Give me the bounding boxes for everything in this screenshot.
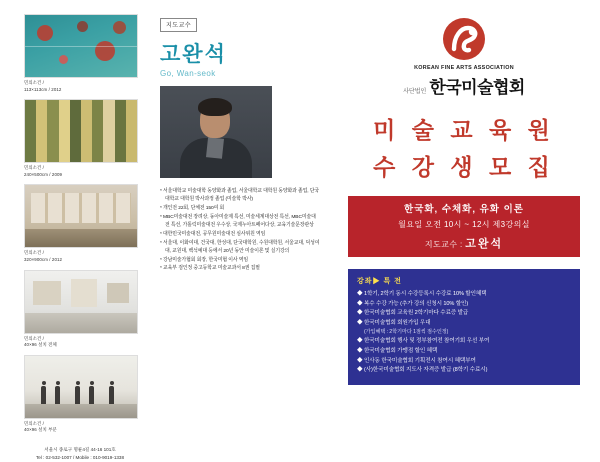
benefit-subitem: (가입혜택 : 2학기마다 1점씩 점수인정) xyxy=(364,329,449,336)
benefit-item: ◆ (사)한국미술협회 지도사 자격증 발급 (8학기 수료시) xyxy=(357,367,488,374)
artwork-strip xyxy=(24,14,144,462)
bio-item: * 개인전 22회, 단체전 150여 회 xyxy=(160,205,225,211)
title-line-2: 수 강 생 모 집 xyxy=(373,154,555,180)
advisor-portrait xyxy=(160,86,272,178)
artwork-image-2 xyxy=(24,99,138,163)
artwork-item xyxy=(24,270,144,349)
benefits-title: 강좌▶ 특 전 xyxy=(357,278,402,285)
course-info-banner xyxy=(348,196,580,257)
benefit-item: ◆ 한국미술협회 가맹점 할인 혜택 xyxy=(357,347,438,354)
title-line-1: 미 술 교 육 원 xyxy=(373,117,555,143)
benefit-item: ◆ 인사동 한국미술협회 기획전시 참여시 혜택부여 xyxy=(357,357,476,364)
artwork-item xyxy=(24,184,144,263)
course-instructor xyxy=(348,235,580,251)
bio-item: * MBC미술대전 장려상, 동아미술제 특선, 미술세계대상전 특선, MBC미술대전 특선, 가톨릭미술대전 우수상, 국제누아트페어다상, 교육기술문장관상 xyxy=(160,214,316,228)
artwork-caption-3: 민의소건 / 320×900cm / 2012 xyxy=(24,250,63,263)
benefit-item: ◆ 한국미술협회 행사 및 정부참여전 참여기회 우선 부여 xyxy=(357,338,490,345)
page-title xyxy=(348,112,580,182)
benefit-item: ◆ 1학기, 2학기 동시 수강등록시 수강료 10% 할인혜택 xyxy=(357,291,487,297)
bio-item: * 강남미술가협회 회장, 한국미협 이사 역임 xyxy=(160,257,248,263)
artwork-item xyxy=(24,99,144,178)
association-prefix: 사단법인 xyxy=(403,89,427,95)
association-logo-block xyxy=(348,16,580,98)
bio-item: * 교육부 검인정 중고등학교 미술교과서 8권 집필 xyxy=(160,266,260,272)
instructor-name: 고완석 xyxy=(465,238,504,250)
artwork-caption-5: 민의소건 / 40×96 설치 부분 xyxy=(24,420,57,433)
artwork-image-5 xyxy=(24,355,138,419)
artwork-caption-1: 민의소건 / 113×113cm / 2012 xyxy=(24,80,62,92)
advisor-section xyxy=(160,14,330,274)
instructor-label: 지도교수 : xyxy=(424,240,463,249)
benefit-item: ◆ 한국미술협회 회원가입 우대 xyxy=(357,319,431,326)
korean-fine-arts-logo-icon xyxy=(441,16,487,62)
benefits-panel xyxy=(348,269,580,385)
announcement-panel xyxy=(348,16,580,385)
contact-address: 서울시 종로구 명륜4길 44-16 101호 Tel : 02-532-1007 / Mobile : 010-9019-1338 xyxy=(35,447,125,460)
artwork-caption-4: 민의소건 / 40×96 설치 전체 xyxy=(24,335,57,348)
bio-item: * 서울대, 이화여대, 건국대, 한성대, 단국대학원, 수원대학원, 서울교대, 덕성여대, 교원대, 백석예대 등에서 20년 동안 미술이론 및 실기강의 xyxy=(160,240,320,254)
course-schedule: 월요일 오전 10시 ~ 12시 제3강의실 xyxy=(398,220,530,229)
artwork-image-4 xyxy=(24,270,138,334)
advisor-biography xyxy=(160,188,320,273)
artwork-image-1 xyxy=(24,14,138,78)
association-name-kr: 한국미술협회 xyxy=(429,78,525,97)
bio-item: * 대한민국미술대전, 공무원미술대전 심사위원 역임 xyxy=(160,231,266,237)
bio-item: * 서울대학교 미술대학 동양화과 졸업, 서울대학교 대학원 동양화과 졸업, 단국대학교 대학원 박사과정 졸업 (미술학 박사) xyxy=(160,189,320,202)
advisor-name: 고완석 xyxy=(160,43,227,66)
association-name-en: KOREAN FINE ARTS ASSOCIATION xyxy=(414,65,514,71)
advisor-name-romanized: Go, Wan-seok xyxy=(160,69,216,78)
artwork-image-3 xyxy=(24,184,138,248)
course-subjects: 한국화, 수채화, 유화 이론 xyxy=(404,204,524,215)
benefit-item: ◆ 복수 수강 가능 (추가 강의 신청시 10% 할인) xyxy=(357,300,469,307)
benefit-item: ◆ 한국미술협회 교육원 2학기마다 수료증 발급 xyxy=(357,310,469,317)
artwork-item xyxy=(24,14,144,93)
artwork-caption-2: 민의소건 / 240×500cm / 2009 xyxy=(24,165,63,177)
advisor-label: 지도교수 xyxy=(160,18,197,32)
artwork-item xyxy=(24,355,144,434)
